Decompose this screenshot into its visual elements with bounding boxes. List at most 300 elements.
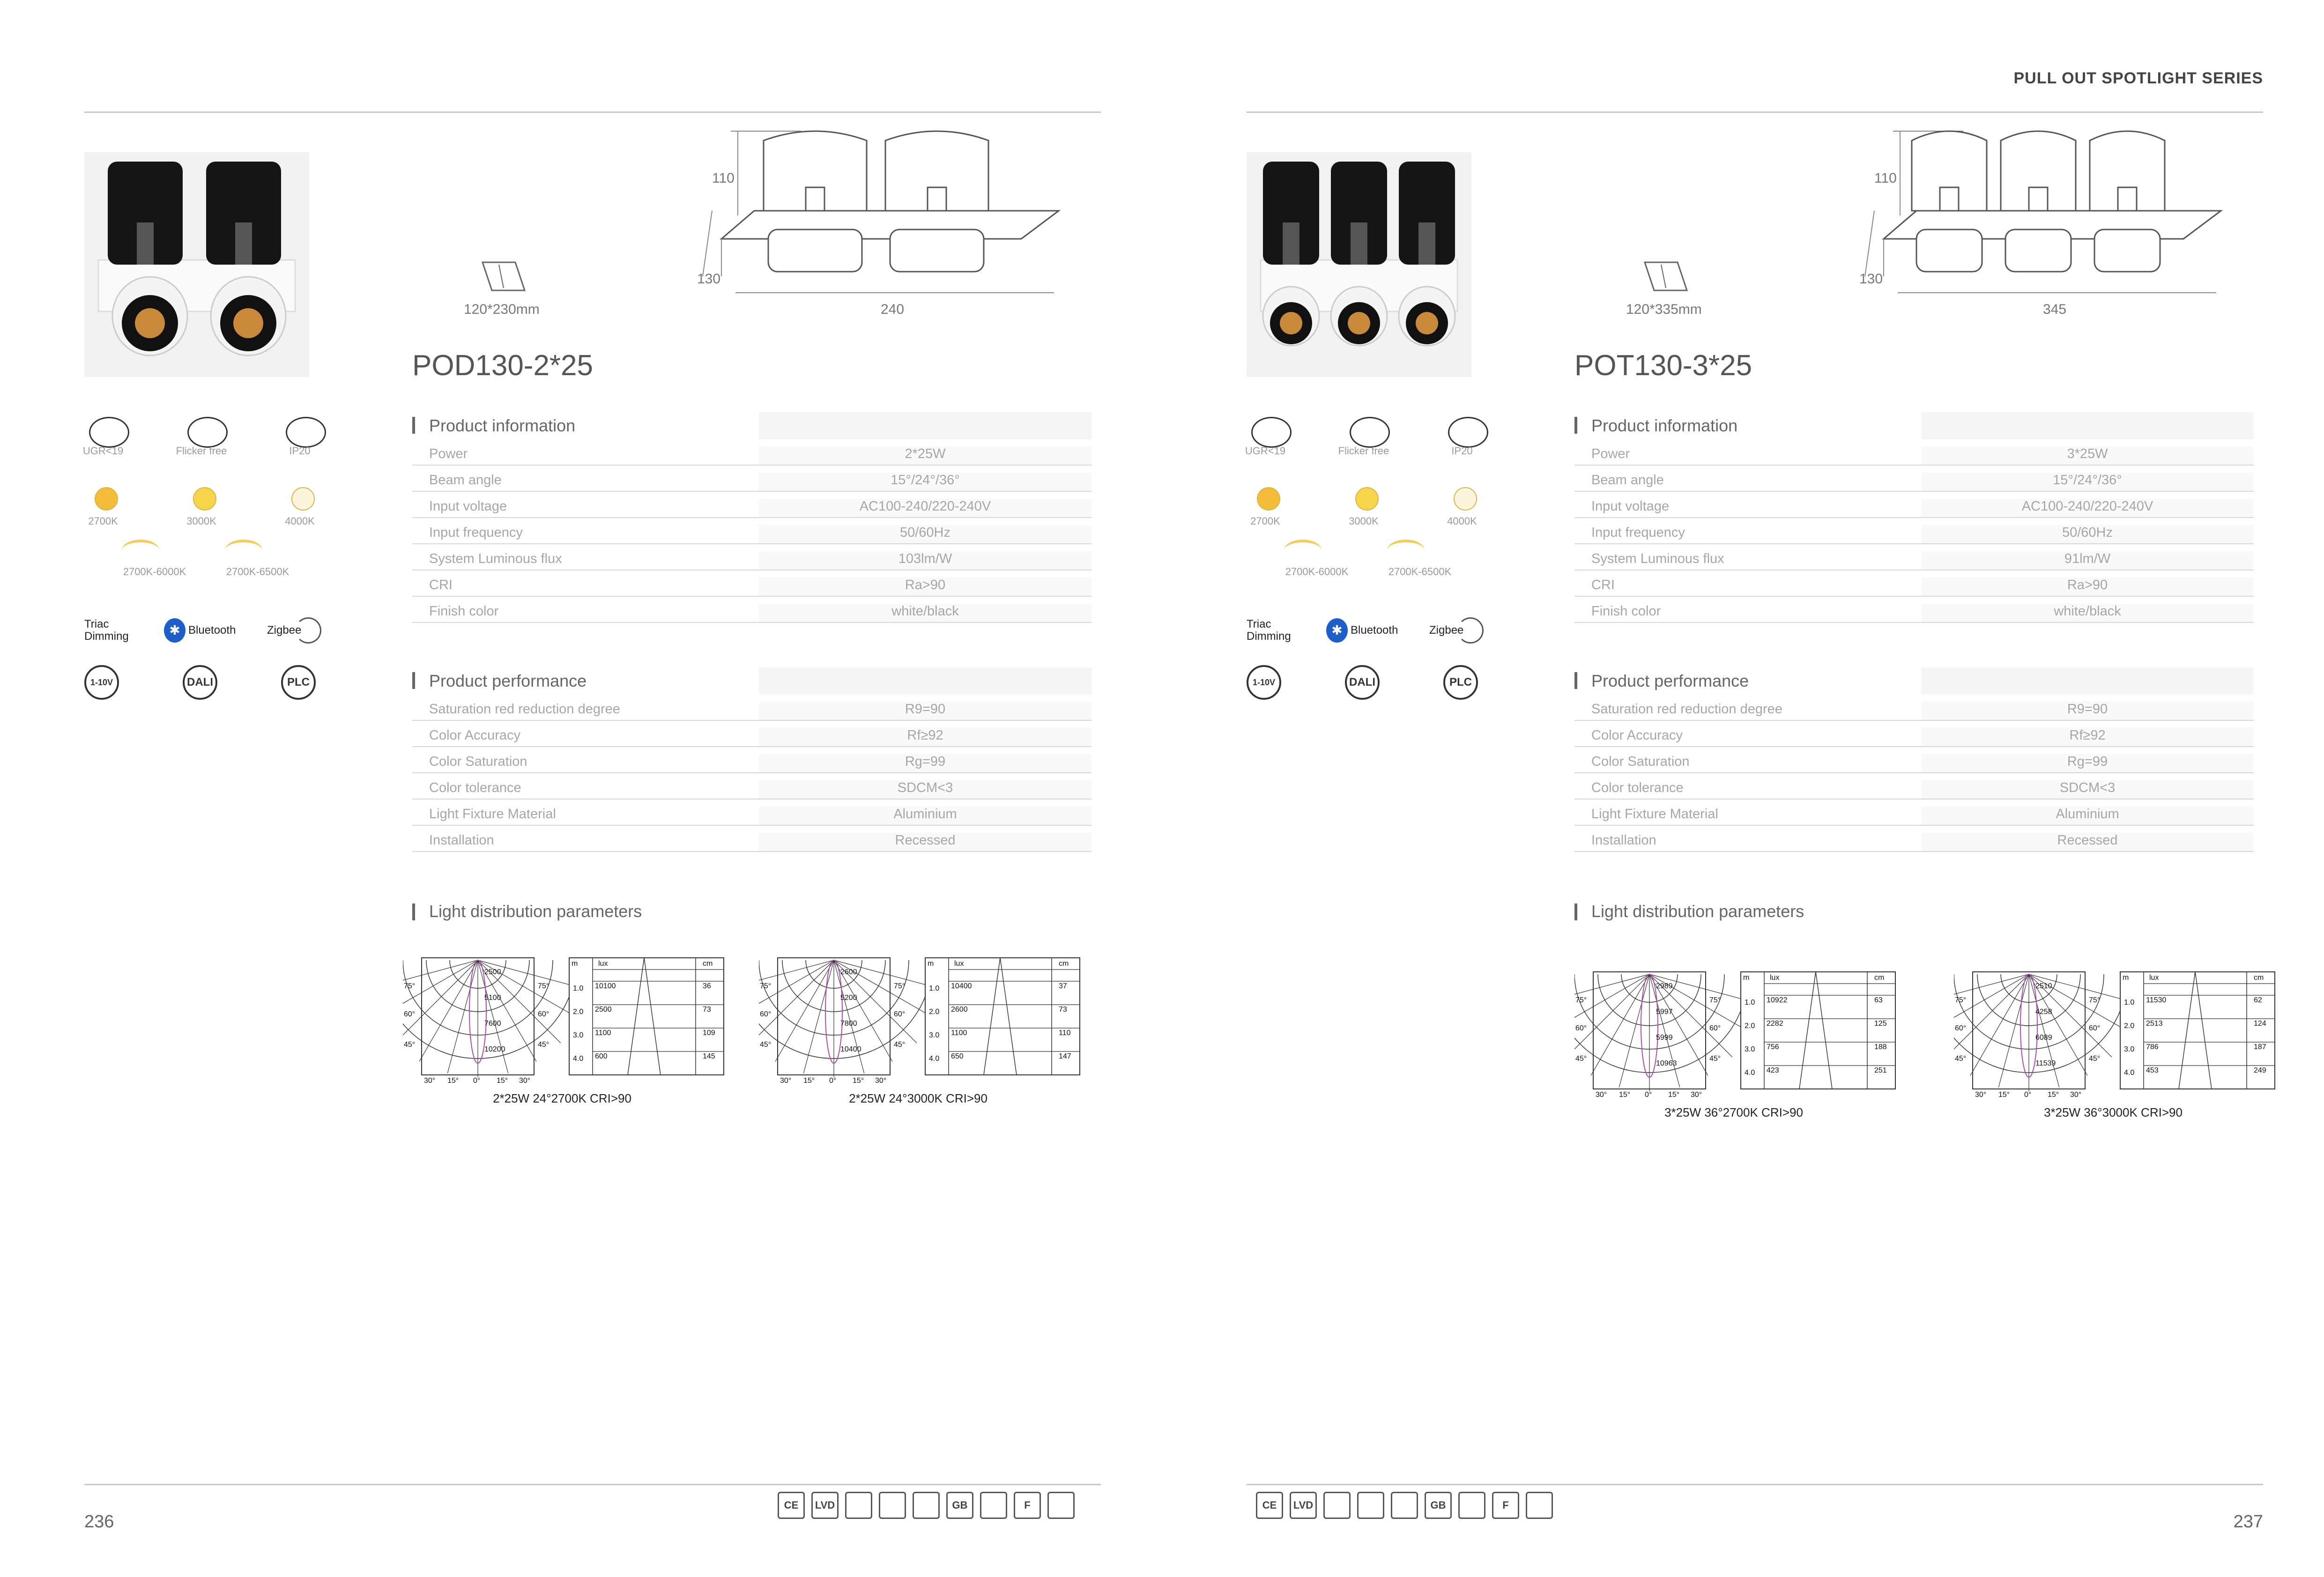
dim-depth: 130 xyxy=(1859,271,1883,287)
cct-4000-label: 4000K xyxy=(1447,515,1477,527)
svg-text:4258: 4258 xyxy=(2035,1008,2052,1016)
bottom-divider xyxy=(1247,1484,2263,1485)
feature-icons xyxy=(70,417,361,745)
perf-value: Aluminium xyxy=(1921,807,2254,825)
svg-text:60°: 60° xyxy=(1955,1024,1967,1032)
info-row xyxy=(1574,544,2254,570)
bottom-divider xyxy=(84,1484,1101,1485)
right-page xyxy=(1162,0,2324,1577)
svg-text:1100: 1100 xyxy=(595,1029,611,1037)
svg-text:11539: 11539 xyxy=(2035,1059,2056,1067)
info-key: CRI xyxy=(429,577,453,592)
svg-text:10922: 10922 xyxy=(1767,996,1788,1004)
svg-text:37: 37 xyxy=(1059,982,1067,990)
svg-text:110: 110 xyxy=(1059,1029,1071,1037)
zigbee-label: Zigbee xyxy=(267,624,302,637)
svg-text:m: m xyxy=(572,960,578,968)
svg-text:1100: 1100 xyxy=(951,1029,967,1037)
perf-row xyxy=(412,800,1091,826)
bluetooth-icon: ✱ xyxy=(1326,618,1348,643)
svg-text:30°: 30° xyxy=(1691,1091,1702,1099)
info-value: Ra>90 xyxy=(759,577,1091,596)
svg-text:75°: 75° xyxy=(1955,996,1967,1004)
svg-text:5100: 5100 xyxy=(484,994,501,1002)
perf-row xyxy=(412,747,1091,773)
zigbee-icon xyxy=(295,617,321,644)
svg-text:3.0: 3.0 xyxy=(1745,1045,1755,1053)
info-value: 15°/24°/36° xyxy=(759,473,1091,491)
flicker-label: Flicker free xyxy=(176,445,227,457)
info-value: 103lm/W xyxy=(759,551,1091,570)
perf-row xyxy=(1574,773,2254,800)
info-key: System Luminous flux xyxy=(1591,551,1724,566)
info-key: System Luminous flux xyxy=(429,551,562,566)
info-key: Finish color xyxy=(429,604,499,619)
dali-icon: DALI xyxy=(1345,665,1380,700)
certification-marks xyxy=(1256,1492,1553,1519)
certification-mark xyxy=(1526,1492,1553,1519)
page-number: 236 xyxy=(84,1512,114,1532)
info-value: 15°/24°/36° xyxy=(1921,473,2254,491)
svg-text:45°: 45° xyxy=(538,1041,549,1049)
page-number: 237 xyxy=(2233,1512,2263,1532)
perf-value: Rg=99 xyxy=(759,754,1091,772)
perf-value: Rg=99 xyxy=(1921,754,2254,772)
info-row xyxy=(412,466,1091,492)
svg-text:2513: 2513 xyxy=(2146,1020,2163,1028)
perf-key: Color tolerance xyxy=(429,780,521,795)
chart-caption: 2*25W 24°2700K CRI>90 xyxy=(493,1091,631,1105)
tunable-6500-label: 2700K-6500K xyxy=(226,566,290,577)
svg-text:423: 423 xyxy=(1767,1066,1779,1074)
svg-text:7600: 7600 xyxy=(484,1020,501,1028)
info-value: 50/60Hz xyxy=(759,525,1091,543)
svg-text:15°: 15° xyxy=(447,1077,459,1085)
info-key: CRI xyxy=(1591,577,1615,592)
info-value: 2*25W xyxy=(759,446,1091,465)
svg-text:60°: 60° xyxy=(404,1010,416,1018)
certification-mark xyxy=(1047,1492,1075,1519)
info-row xyxy=(1574,570,2254,597)
info-value: 50/60Hz xyxy=(1921,525,2254,543)
svg-text:188: 188 xyxy=(1874,1043,1887,1051)
perf-title: Product performance xyxy=(412,667,1091,695)
svg-text:60°: 60° xyxy=(1575,1024,1587,1032)
tunable-6500-label: 2700K-6500K xyxy=(1388,566,1452,577)
info-row xyxy=(1574,439,2254,466)
svg-text:60°: 60° xyxy=(894,1010,906,1018)
certification-mark xyxy=(1323,1492,1351,1519)
svg-text:756: 756 xyxy=(1767,1043,1779,1051)
svg-text:60°: 60° xyxy=(2089,1024,2101,1032)
svg-text:1.0: 1.0 xyxy=(1745,999,1755,1007)
bluetooth-label: Bluetooth xyxy=(188,624,236,637)
cct-3000-icon xyxy=(193,487,216,511)
svg-text:5200: 5200 xyxy=(840,994,857,1002)
info-row xyxy=(412,439,1091,466)
bluetooth-label: Bluetooth xyxy=(1351,624,1398,637)
certification-mark xyxy=(879,1492,906,1519)
svg-text:30°: 30° xyxy=(780,1077,792,1085)
product-photo xyxy=(84,152,309,377)
svg-text:600: 600 xyxy=(595,1052,608,1060)
perf-key: Saturation red reduction degree xyxy=(429,702,620,717)
ugr-icon xyxy=(1251,417,1292,448)
svg-text:3.0: 3.0 xyxy=(573,1031,584,1039)
svg-text:0°: 0° xyxy=(473,1077,481,1085)
tunable-6500-icon xyxy=(225,540,262,561)
ip-icon xyxy=(1448,417,1488,448)
svg-text:cm: cm xyxy=(1059,960,1069,968)
perf-row xyxy=(1574,826,2254,852)
info-row xyxy=(1574,518,2254,544)
svg-text:1.0: 1.0 xyxy=(573,985,584,992)
certification-mark: CE xyxy=(1256,1492,1283,1519)
svg-text:30°: 30° xyxy=(424,1077,436,1085)
perf-value: Rf≥92 xyxy=(759,728,1091,746)
cct-4000-icon xyxy=(1454,487,1477,511)
info-value: white/black xyxy=(759,604,1091,622)
dimming-010-icon: 1-10V xyxy=(84,665,119,700)
tunable-6000-icon xyxy=(1284,540,1322,561)
certification-mark: CE xyxy=(778,1492,805,1519)
ip-icon xyxy=(286,417,326,448)
svg-text:75°: 75° xyxy=(538,982,549,990)
top-divider xyxy=(1247,111,2263,113)
certification-mark: GB xyxy=(1425,1492,1452,1519)
info-value: white/black xyxy=(1921,604,2254,622)
info-value: 3*25W xyxy=(1921,446,2254,465)
svg-text:4.0: 4.0 xyxy=(1745,1069,1755,1077)
svg-text:15°: 15° xyxy=(1619,1091,1631,1099)
svg-text:2600: 2600 xyxy=(840,968,857,976)
svg-text:30°: 30° xyxy=(2070,1091,2082,1099)
svg-text:45°: 45° xyxy=(760,1041,772,1049)
info-row xyxy=(412,597,1091,623)
svg-text:3.0: 3.0 xyxy=(929,1031,940,1039)
perf-row xyxy=(1574,747,2254,773)
certification-mark xyxy=(1391,1492,1418,1519)
flicker-icon xyxy=(187,417,228,448)
flicker-icon xyxy=(1350,417,1390,448)
chart-caption: 3*25W 36°2700K CRI>90 xyxy=(1664,1105,1803,1119)
perf-key: Color Accuracy xyxy=(429,728,521,743)
svg-text:15°: 15° xyxy=(497,1077,508,1085)
info-key: Input voltage xyxy=(1591,499,1670,514)
svg-text:45°: 45° xyxy=(1575,1055,1587,1063)
svg-text:2500: 2500 xyxy=(595,1006,612,1014)
svg-text:453: 453 xyxy=(2146,1066,2159,1074)
ip-label: IP20 xyxy=(289,445,311,457)
certification-mark xyxy=(1357,1492,1384,1519)
dali-icon: DALI xyxy=(183,665,217,700)
dimension-drawing xyxy=(1626,122,2249,318)
perf-key: Color Saturation xyxy=(1591,754,1690,769)
info-value: 91lm/W xyxy=(1921,551,2254,570)
svg-text:3.0: 3.0 xyxy=(2124,1045,2135,1053)
perf-key: Color Saturation xyxy=(429,754,527,769)
cutout-size: 120*230mm xyxy=(464,302,540,317)
svg-text:75°: 75° xyxy=(2089,996,2101,1004)
info-title: Product information xyxy=(1574,412,2254,439)
svg-text:650: 650 xyxy=(951,1052,964,1060)
svg-text:11530: 11530 xyxy=(2146,996,2167,1004)
tunable-6000-label: 2700K-6000K xyxy=(123,566,186,577)
info-title: Product information xyxy=(412,412,1091,439)
tunable-6000-label: 2700K-6000K xyxy=(1285,566,1349,577)
info-value: AC100-240/220-240V xyxy=(1921,499,2254,517)
cct-3000-label: 3000K xyxy=(1349,515,1379,527)
perf-row xyxy=(412,721,1091,747)
svg-text:10963: 10963 xyxy=(1656,1059,1677,1067)
svg-text:4.0: 4.0 xyxy=(573,1055,584,1063)
top-divider xyxy=(84,111,1101,113)
product-performance xyxy=(412,667,1091,852)
svg-text:75°: 75° xyxy=(1575,996,1587,1004)
info-value: AC100-240/220-240V xyxy=(759,499,1091,517)
perf-key: Color tolerance xyxy=(1591,780,1684,795)
info-row xyxy=(1574,466,2254,492)
svg-text:15°: 15° xyxy=(853,1077,864,1085)
info-row xyxy=(412,518,1091,544)
distribution-chart xyxy=(1574,965,1902,1101)
svg-text:73: 73 xyxy=(1059,1006,1067,1014)
ugr-label: UGR<19 xyxy=(82,445,124,457)
svg-text:75°: 75° xyxy=(1709,996,1721,1004)
svg-text:147: 147 xyxy=(1059,1052,1071,1060)
perf-key: Color Accuracy xyxy=(1591,728,1683,743)
svg-text:2.0: 2.0 xyxy=(573,1008,584,1016)
flicker-label: Flicker free xyxy=(1338,445,1389,457)
svg-text:5997: 5997 xyxy=(1656,1008,1673,1016)
perf-value: Aluminium xyxy=(759,807,1091,825)
svg-text:10100: 10100 xyxy=(595,982,616,990)
zigbee-icon xyxy=(1457,617,1484,644)
svg-text:75°: 75° xyxy=(404,982,416,990)
svg-text:15°: 15° xyxy=(2048,1091,2059,1099)
svg-text:45°: 45° xyxy=(1709,1055,1721,1063)
perf-key: Light Fixture Material xyxy=(1591,807,1718,822)
ugr-icon xyxy=(89,417,129,448)
svg-text:10400: 10400 xyxy=(840,1045,861,1053)
tunable-6000-icon xyxy=(122,540,159,561)
svg-text:2.0: 2.0 xyxy=(1745,1022,1755,1030)
perf-row xyxy=(1574,721,2254,747)
perf-value: SDCM<3 xyxy=(759,780,1091,799)
info-row xyxy=(1574,597,2254,623)
svg-text:lux: lux xyxy=(954,960,964,968)
dim-height: 110 xyxy=(712,170,735,186)
svg-text:m: m xyxy=(928,960,934,968)
series-title: PULL OUT SPOTLIGHT SERIES xyxy=(2013,69,2263,87)
info-key: Beam angle xyxy=(1591,473,1664,488)
svg-text:60°: 60° xyxy=(1709,1024,1721,1032)
perf-key: Installation xyxy=(429,833,494,848)
info-row xyxy=(412,492,1091,518)
svg-text:10400: 10400 xyxy=(951,982,972,990)
svg-text:0°: 0° xyxy=(829,1077,837,1085)
product-performance xyxy=(1574,667,2254,852)
perf-value: SDCM<3 xyxy=(1921,780,2254,799)
dim-height: 110 xyxy=(1874,170,1897,186)
product-information xyxy=(412,412,1091,623)
svg-text:45°: 45° xyxy=(1955,1055,1967,1063)
svg-text:45°: 45° xyxy=(404,1041,416,1049)
svg-text:0°: 0° xyxy=(2024,1091,2032,1099)
perf-value: Rf≥92 xyxy=(1921,728,2254,746)
dim-depth: 130 xyxy=(697,271,721,287)
triac-label: Triac Dimming xyxy=(1247,618,1291,643)
cct-2700-label: 2700K xyxy=(88,515,118,527)
svg-text:124: 124 xyxy=(2254,1020,2266,1028)
perf-row xyxy=(412,826,1091,852)
svg-text:1.0: 1.0 xyxy=(2124,999,2135,1007)
perf-row xyxy=(1574,695,2254,721)
svg-text:60°: 60° xyxy=(538,1010,549,1018)
svg-text:15°: 15° xyxy=(1668,1091,1680,1099)
svg-text:125: 125 xyxy=(1874,1020,1887,1028)
svg-text:2989: 2989 xyxy=(1656,982,1673,990)
svg-text:36: 36 xyxy=(703,982,711,990)
svg-text:2282: 2282 xyxy=(1767,1020,1783,1028)
perf-row xyxy=(412,773,1091,800)
svg-text:7800: 7800 xyxy=(840,1020,857,1028)
svg-text:m: m xyxy=(2123,974,2129,982)
svg-text:0°: 0° xyxy=(1645,1091,1652,1099)
cct-4000-icon xyxy=(291,487,315,511)
certification-mark: F xyxy=(1492,1492,1519,1519)
perf-key: Light Fixture Material xyxy=(429,807,556,822)
svg-text:15°: 15° xyxy=(803,1077,815,1085)
dimming-010-icon: 1-10V xyxy=(1247,665,1281,700)
feature-icons xyxy=(1233,417,1523,745)
cct-3000-label: 3000K xyxy=(186,515,216,527)
ugr-label: UGR<19 xyxy=(1245,445,1286,457)
svg-text:cm: cm xyxy=(703,960,713,968)
svg-text:2.0: 2.0 xyxy=(929,1008,940,1016)
distribution-title: Light distribution parameters xyxy=(1574,902,1804,921)
perf-row xyxy=(1574,800,2254,826)
info-row xyxy=(412,544,1091,570)
svg-text:187: 187 xyxy=(2254,1043,2266,1051)
model-number: POD130-2*25 xyxy=(412,349,594,382)
svg-text:109: 109 xyxy=(703,1029,715,1037)
info-key: Input voltage xyxy=(429,499,507,514)
distribution-title: Light distribution parameters xyxy=(412,902,642,921)
svg-text:75°: 75° xyxy=(894,982,906,990)
certification-mark xyxy=(1458,1492,1485,1519)
svg-text:m: m xyxy=(1743,974,1750,982)
svg-text:30°: 30° xyxy=(875,1077,887,1085)
distribution-chart xyxy=(1954,965,2282,1101)
svg-text:4.0: 4.0 xyxy=(2124,1069,2135,1077)
dimension-drawing xyxy=(464,122,1087,318)
certification-mark: GB xyxy=(946,1492,973,1519)
svg-text:63: 63 xyxy=(1874,996,1883,1004)
model-number: POT130-3*25 xyxy=(1574,349,1752,382)
svg-text:60°: 60° xyxy=(760,1010,772,1018)
plc-icon: PLC xyxy=(1443,665,1478,700)
svg-text:786: 786 xyxy=(2146,1043,2159,1051)
info-key: Power xyxy=(429,446,468,461)
perf-value: Recessed xyxy=(1921,833,2254,851)
info-row xyxy=(1574,492,2254,518)
certification-mark xyxy=(845,1492,872,1519)
triac-label: Triac Dimming xyxy=(84,618,129,643)
svg-text:75°: 75° xyxy=(760,982,772,990)
plc-icon: PLC xyxy=(281,665,316,700)
tunable-6500-icon xyxy=(1387,540,1425,561)
perf-row xyxy=(412,695,1091,721)
svg-text:lux: lux xyxy=(1770,974,1780,982)
product-photo-illustration xyxy=(84,152,309,377)
svg-text:30°: 30° xyxy=(519,1077,531,1085)
certification-mark xyxy=(980,1492,1007,1519)
info-row xyxy=(412,570,1091,597)
info-key: Finish color xyxy=(1591,604,1661,619)
svg-text:73: 73 xyxy=(703,1006,711,1014)
svg-text:145: 145 xyxy=(703,1052,715,1060)
distribution-chart xyxy=(759,951,1087,1087)
bluetooth-icon: ✱ xyxy=(164,618,186,643)
certification-mark: F xyxy=(1014,1492,1041,1519)
cutout-size: 120*335mm xyxy=(1626,302,1702,317)
svg-text:249: 249 xyxy=(2254,1066,2266,1074)
svg-text:15°: 15° xyxy=(1998,1091,2010,1099)
perf-key: Installation xyxy=(1591,833,1656,848)
info-key: Input frequency xyxy=(1591,525,1685,540)
svg-text:30°: 30° xyxy=(1975,1091,1987,1099)
svg-text:5999: 5999 xyxy=(1656,1034,1673,1042)
svg-text:2500: 2500 xyxy=(484,968,501,976)
svg-text:cm: cm xyxy=(1874,974,1885,982)
info-key: Beam angle xyxy=(429,473,502,488)
svg-text:lux: lux xyxy=(598,960,608,968)
cct-4000-label: 4000K xyxy=(285,515,315,527)
certification-mark xyxy=(913,1492,940,1519)
perf-title: Product performance xyxy=(1574,667,2254,695)
info-key: Input frequency xyxy=(429,525,523,540)
svg-text:cm: cm xyxy=(2254,974,2264,982)
cct-2700-icon xyxy=(95,487,118,511)
chart-caption: 2*25W 24°3000K CRI>90 xyxy=(849,1091,988,1105)
dim-width: 240 xyxy=(881,302,905,317)
perf-value: Recessed xyxy=(759,833,1091,851)
svg-text:4.0: 4.0 xyxy=(929,1055,940,1063)
svg-text:10200: 10200 xyxy=(484,1045,505,1053)
perf-value: R9=90 xyxy=(1921,702,2254,720)
certification-marks xyxy=(778,1492,1075,1519)
svg-text:62: 62 xyxy=(2254,996,2262,1004)
cct-2700-icon xyxy=(1257,487,1280,511)
product-information xyxy=(1574,412,2254,623)
chart-caption: 3*25W 36°3000K CRI>90 xyxy=(2044,1105,2183,1119)
certification-mark: LVD xyxy=(811,1492,839,1519)
product-photo-illustration xyxy=(1247,152,1471,377)
zigbee-label: Zigbee xyxy=(1429,624,1464,637)
svg-text:30°: 30° xyxy=(1596,1091,1607,1099)
perf-key: Saturation red reduction degree xyxy=(1591,702,1782,717)
distribution-chart xyxy=(403,951,731,1087)
svg-text:45°: 45° xyxy=(894,1041,906,1049)
svg-text:lux: lux xyxy=(2149,974,2159,982)
svg-text:6089: 6089 xyxy=(2035,1034,2052,1042)
svg-text:45°: 45° xyxy=(2089,1055,2101,1063)
svg-text:1.0: 1.0 xyxy=(929,985,940,992)
svg-text:251: 251 xyxy=(1874,1066,1887,1074)
certification-mark: LVD xyxy=(1290,1492,1317,1519)
svg-text:2600: 2600 xyxy=(951,1006,968,1014)
